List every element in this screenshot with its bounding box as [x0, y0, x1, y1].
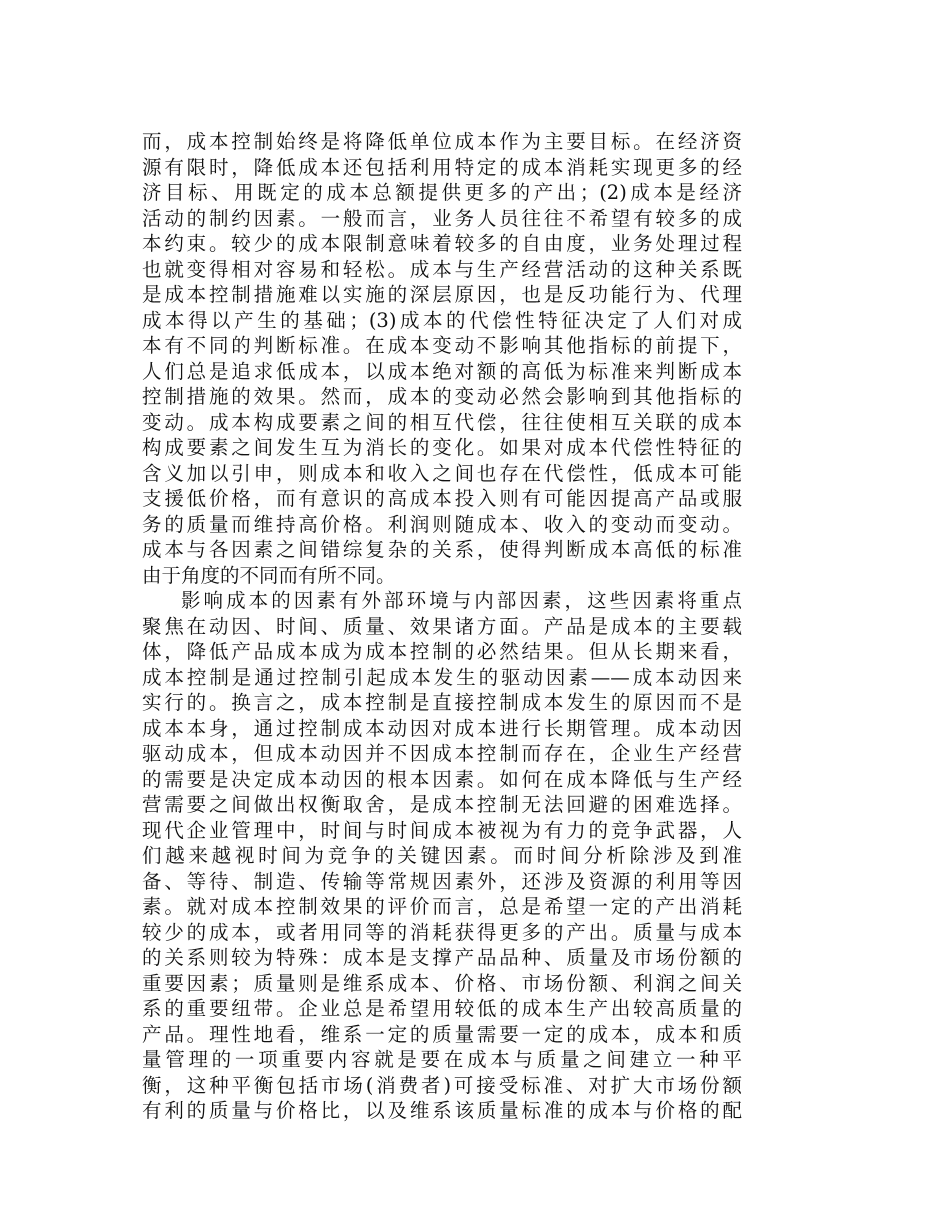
- text-line: 成本本身，通过控制成本动因对成本进行长期管理。成本动因: [142, 716, 742, 740]
- text-line: 的需要是决定成本动因的根本因素。如何在成本降低与生产经: [142, 767, 742, 791]
- text-line: 有利的质量与价格比，以及维系该质量标准的成本与价格的配: [142, 1099, 742, 1122]
- text-line: 的关系则较为特殊：成本是支撑产品品种、质量及市场份额的: [142, 946, 742, 969]
- text-line: 成本得以产生的基础；(3)成本的代偿性特征决定了人们对成: [142, 308, 742, 332]
- text-line: 量管理的一项重要内容就是要在成本与质量之间建立一种平: [142, 1048, 742, 1071]
- text-line: 控制措施的效果。然而，成本的变动必然会影响到其他指标的: [142, 385, 742, 408]
- text-line: 衡，这种平衡包括市场(消费者)可接受标准、对扩大市场份额: [142, 1073, 742, 1097]
- text-line: 务的质量而维持高价格。利润则随成本、收入的变动而变动。: [142, 512, 742, 536]
- paragraph: [142, 588, 742, 1124]
- text-line: 而，成本控制始终是将降低单位成本作为主要目标。在经济资: [142, 130, 742, 153]
- text-line: 本约束。较少的成本限制意味着较多的自由度，业务处理过程: [142, 232, 742, 255]
- text-line: 变动。成本构成要素之间的相互代偿，往往使相互关联的成本: [142, 410, 742, 434]
- text-line: 源有限时，降低成本还包括利用特定的成本消耗实现更多的经: [142, 155, 742, 179]
- text-line: 是成本控制措施难以实施的深层原因，也是反功能行为、代理: [142, 283, 742, 306]
- text-line: 营需要之间做出权衡取舍，是成本控制无法回避的困难选择。: [142, 793, 742, 816]
- text-line: 产品。理性地看，维系一定的质量需要一定的成本，成本和质: [142, 1022, 742, 1046]
- text-line: 实行的。换言之，成本控制是直接控制成本发生的原因而不是: [142, 691, 742, 714]
- text-line: 们越来越视时间为竞争的关键因素。而时间分析除涉及到准: [142, 844, 742, 867]
- text-line: 影响成本的因素有外部环境与内部因素，这些因素将重点: [181, 589, 742, 612]
- text-line: 素。就对成本控制效果的评价而言，总是希望一定的产出消耗: [142, 895, 742, 918]
- text-line: 体，降低产品成本成为成本控制的必然结果。但从长期来看，: [142, 640, 742, 663]
- text-line: 本有不同的判断标准。在成本变动不影响其他指标的前提下，: [142, 334, 742, 357]
- text-line: 济目标、用既定的成本总额提供更多的产出；(2)成本是经济: [142, 181, 742, 204]
- text-line: 现代企业管理中，时间与时间成本被视为有力的竞争武器，人: [142, 818, 742, 842]
- text-line: 聚焦在动因、时间、质量、效果诸方面。产品是成本的主要载: [142, 614, 742, 638]
- paragraph: [142, 129, 742, 588]
- body-text: [142, 129, 742, 1124]
- text-line: 人们总是追求低成本，以成本绝对额的高低为标准来判断成本: [142, 359, 742, 383]
- text-line: 支援低价格，而有意识的高成本投入则有可能因提高产品或服: [142, 487, 742, 510]
- text-line: 备、等待、制造、传输等常规因素外，还涉及资源的利用等因: [142, 869, 742, 893]
- text-line: 由于角度的不同而有所不同。: [142, 563, 396, 587]
- text-line: 较少的成本，或者用同等的消耗获得更多的产出。质量与成本: [142, 920, 742, 944]
- text-line: 构成要素之间发生互为消长的变化。如果对成本代偿性特征的: [142, 436, 742, 459]
- text-line: 驱动成本，但成本动因并不因成本控制而存在，企业生产经营: [142, 742, 742, 765]
- text-line: 含义加以引申，则成本和收入之间也存在代偿性，低成本可能: [142, 461, 742, 485]
- text-line: 也就变得相对容易和轻松。成本与生产经营活动的这种关系既: [142, 257, 742, 281]
- text-line: 成本与各因素之间错综复杂的关系，使得判断成本高低的标准: [142, 538, 742, 561]
- text-line: 系的重要纽带。企业总是希望用较低的成本生产出较高质量的: [142, 997, 742, 1020]
- text-line: 活动的制约因素。一般而言，业务人员往往不希望有较多的成: [142, 206, 742, 230]
- text-line: 重要因素；质量则是维系成本、价格、市场份额、利润之间关: [142, 971, 742, 995]
- text-line: 成本控制是通过控制引起成本发生的驱动因素——成本动因来: [142, 665, 742, 689]
